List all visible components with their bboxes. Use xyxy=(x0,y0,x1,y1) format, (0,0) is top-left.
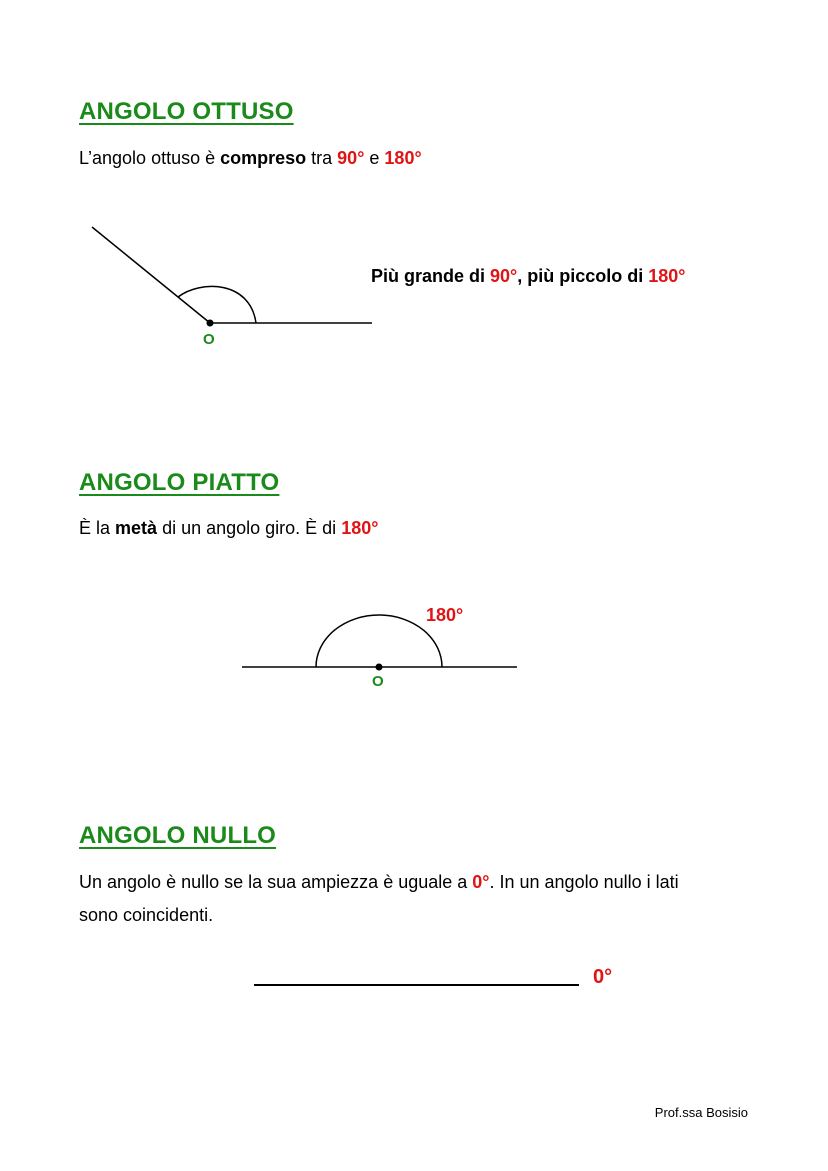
straight-angle-label: 180° xyxy=(426,605,464,625)
heading-angolo-piatto: ANGOLO PIATTO xyxy=(79,469,280,496)
null-angle-label: 0° xyxy=(593,966,613,988)
footer-author: Prof.ssa Bosisio xyxy=(654,1105,748,1120)
straight-vertex-dot xyxy=(376,664,383,671)
obtuse-angle-figure xyxy=(92,227,372,327)
obtuse-vertex-dot xyxy=(207,320,214,327)
straight-angle-figure xyxy=(242,615,517,671)
piatto-description: È la metà di un angolo giro. È di 180° xyxy=(79,518,379,538)
obtuse-arc xyxy=(178,286,256,323)
obtuse-range-note: Più grande di 90°, più piccolo di 180° xyxy=(371,266,686,286)
heading-angolo-nullo: ANGOLO NULLO xyxy=(79,822,277,849)
obtuse-vertex-label: O xyxy=(203,331,215,348)
ottuso-description: L’angolo ottuso è compreso tra 90° e 180° xyxy=(79,148,422,168)
heading-angolo-ottuso: ANGOLO OTTUSO xyxy=(79,98,294,125)
nullo-description: Un angolo è nullo se la sua ampiezza è uguale a 0°. In un angolo nullo i lati sono coincidenti. xyxy=(79,872,679,925)
straight-arc xyxy=(316,615,442,667)
obtuse-side-oblique xyxy=(92,227,210,323)
straight-vertex-label: O xyxy=(372,673,384,690)
